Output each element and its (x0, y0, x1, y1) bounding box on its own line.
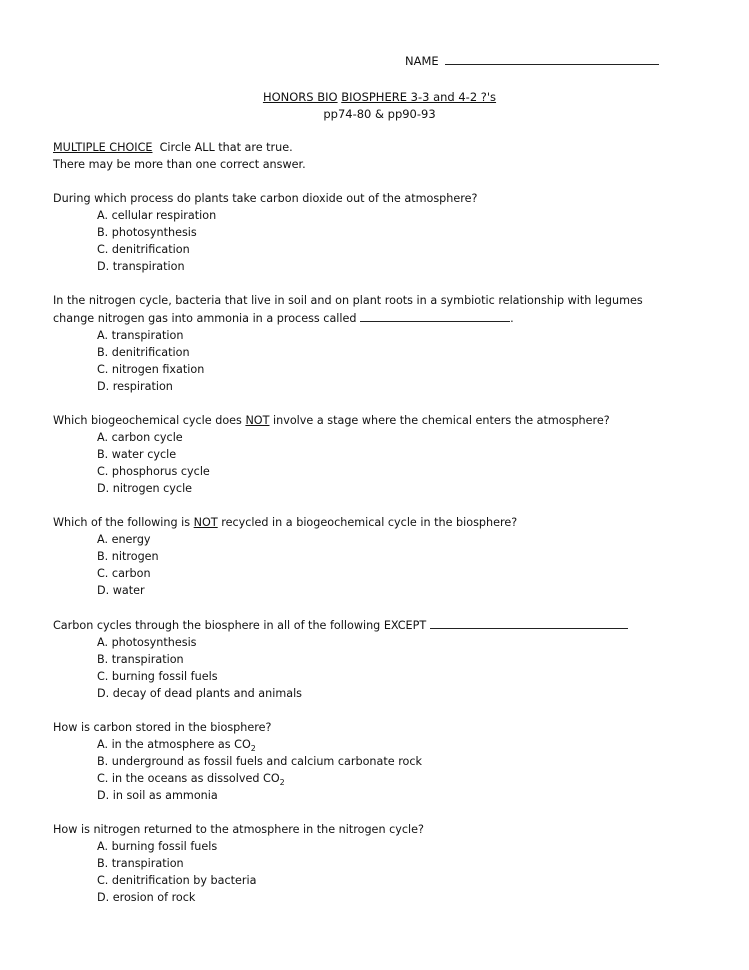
question-5 (53, 616, 713, 702)
option-d[interactable]: D. decay of dead plants and animals (97, 687, 303, 700)
option-d[interactable]: D. water (97, 584, 145, 597)
option-list (53, 327, 713, 395)
question-emphasis: NOT (245, 414, 270, 427)
name-field (405, 53, 659, 70)
instructions-line-1 (53, 139, 713, 156)
subscript: 2 (250, 744, 256, 754)
question-4 (53, 514, 713, 599)
title-pages: pp74-80 & pp90-93 (323, 107, 436, 121)
option-c[interactable]: C. denitrification by bacteria (97, 874, 257, 887)
option-text: C. in the oceans as dissolved CO (97, 772, 280, 785)
option-c[interactable] (53, 770, 713, 787)
option-list (53, 207, 713, 275)
option-text: A. in the atmosphere as CO (97, 738, 251, 751)
option-a[interactable]: A. cellular respiration (97, 209, 217, 222)
question-text-line (53, 616, 713, 634)
title-course: HONORS BIO (262, 90, 338, 104)
option-b[interactable]: B. water cycle (97, 448, 177, 461)
option-a[interactable]: A. transpiration (97, 329, 184, 342)
option-d[interactable]: D. nitrogen cycle (97, 482, 193, 495)
option-b[interactable]: B. transpiration (97, 653, 184, 666)
option-d[interactable]: D. transpiration (97, 260, 185, 273)
question-text-before: Which of the following is (53, 516, 194, 529)
option-a[interactable]: A. carbon cycle (97, 431, 183, 444)
question-6 (53, 719, 713, 804)
option-list (53, 429, 713, 497)
option-d[interactable]: D. in soil as ammonia (97, 789, 218, 802)
option-list (53, 736, 713, 804)
subscript: 2 (279, 778, 285, 788)
question-text-prefix: change nitrogen gas into ammonia in a process called (53, 312, 361, 325)
question-text: How is nitrogen returned to the atmosphere in the nitrogen cycle? (53, 823, 424, 836)
instructions-heading: MULTIPLE CHOICE (53, 141, 153, 154)
title-line (0, 89, 749, 106)
question-text-end: . (510, 312, 514, 325)
name-blank-line[interactable] (445, 53, 659, 65)
instructions-text: Circle ALL that are true. (152, 141, 293, 154)
title-topic: BIOSPHERE 3-3 and 4-2 ?'s (341, 90, 497, 104)
option-b[interactable]: B. transpiration (97, 857, 184, 870)
option-a[interactable]: A. energy (97, 533, 151, 546)
question-text (53, 412, 713, 429)
question-text-after: recycled in a biogeochemical cycle in the biosphere? (217, 516, 518, 529)
question-2 (53, 292, 713, 395)
question-text-after: involve a stage where the chemical enters the atmosphere? (269, 414, 610, 427)
question-text-line-1: In the nitrogen cycle, bacteria that live in soil and on plant roots in a symbiotic relationship with legumes (53, 294, 643, 307)
option-c[interactable]: C. burning fossil fuels (97, 670, 218, 683)
question-text: Carbon cycles through the biosphere in all of the following EXCEPT (53, 619, 427, 632)
question-7 (53, 821, 713, 906)
name-label: NAME (405, 54, 439, 68)
option-list (53, 634, 713, 702)
option-list (53, 838, 713, 906)
option-c[interactable]: C. denitrification (97, 243, 190, 256)
option-list (53, 531, 713, 599)
question-3 (53, 412, 713, 497)
instructions-line-2: There may be more than one correct answer. (53, 158, 306, 171)
option-d[interactable]: D. respiration (97, 380, 173, 393)
question-text-line-2 (53, 309, 713, 327)
question-text (53, 514, 713, 531)
option-a[interactable]: A. photosynthesis (97, 636, 197, 649)
option-c[interactable]: C. nitrogen fixation (97, 363, 205, 376)
question-1 (53, 190, 713, 275)
option-d[interactable]: D. erosion of rock (97, 891, 196, 904)
answer-blank[interactable] (360, 309, 510, 322)
question-text-before: Which biogeochemical cycle does (53, 414, 246, 427)
option-b[interactable]: B. photosynthesis (97, 226, 197, 239)
option-c[interactable]: C. carbon (97, 567, 151, 580)
question-text: During which process do plants take carbon dioxide out of the atmosphere? (53, 192, 478, 205)
worksheet-title (0, 89, 749, 123)
worksheet-content (53, 139, 713, 906)
option-b[interactable]: B. nitrogen (97, 550, 159, 563)
question-text: How is carbon stored in the biosphere? (53, 721, 272, 734)
option-a[interactable]: A. burning fossil fuels (97, 840, 218, 853)
option-b[interactable]: B. underground as fossil fuels and calcium carbonate rock (97, 755, 423, 768)
option-a[interactable] (53, 736, 713, 753)
option-c[interactable]: C. phosphorus cycle (97, 465, 210, 478)
answer-blank[interactable] (430, 616, 628, 629)
question-emphasis: NOT (193, 516, 218, 529)
option-b[interactable]: B. denitrification (97, 346, 190, 359)
